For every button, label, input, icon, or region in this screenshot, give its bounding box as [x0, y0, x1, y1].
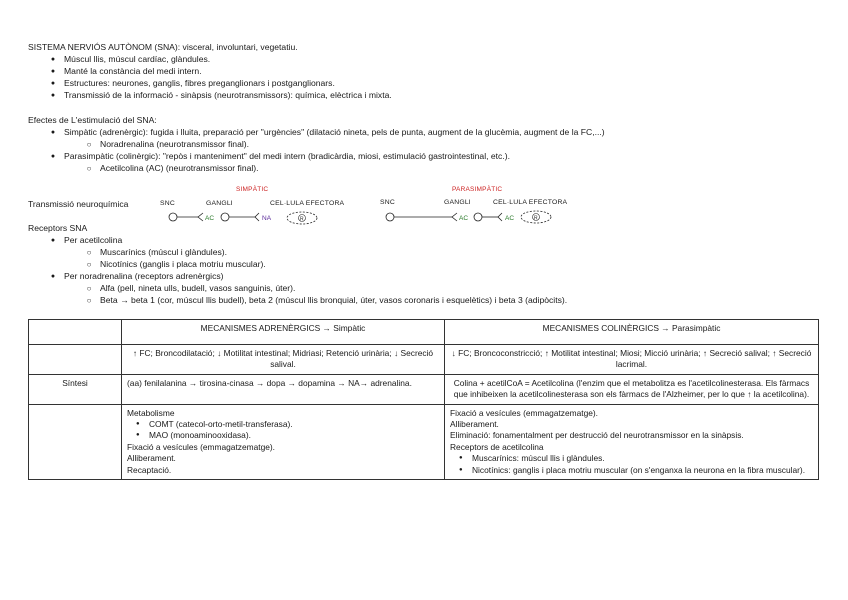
table-row: [29, 404, 819, 479]
circle-bullet-icon: ○: [86, 140, 92, 149]
section-heading: Efectes de L'estimulació del SNA:: [28, 115, 157, 125]
list-item: ● Transmissió de la informació - sinàpsis (neurotransmissors): química, elèctrica i mixta.: [64, 90, 392, 101]
list-item: ○ Muscarínics (múscul i glàndules).: [100, 247, 227, 258]
diagram-cell-label: CEL·LULA EFECTORA: [493, 199, 568, 206]
list-item: ● Múscul llis, múscul cardíac, glàndules.: [64, 54, 210, 65]
process-adrenergic: Metabolisme ● COMT (catecol-orto-metil-transferasa). ● MAO (monoaminooxidasa). Fixació a vesícules (emmagatzematge). Alliberament. Recaptació.: [122, 404, 445, 479]
neurotransmission-diagram: [160, 205, 580, 229]
effects-cholinergic: ↓ FC; Broncoconstricció; ↑ Motilitat intestinal; Miosi; Micció urinària; ↑ Secreció salival; ↑ Secreció lacrimal.: [445, 345, 819, 375]
list-item: ● COMT (catecol-orto-metil-transferasa).: [149, 419, 439, 430]
neuron-body-icon: [169, 213, 177, 221]
section-heading: Receptors SNA: [28, 223, 88, 233]
synapse-icon: [255, 213, 259, 221]
bullet-icon: ●: [50, 68, 56, 75]
circle-bullet-icon: ○: [86, 248, 92, 257]
parasimpatic-chain: [386, 211, 551, 223]
circle-bullet-icon: ○: [86, 260, 92, 269]
bullet-icon: ●: [50, 153, 56, 160]
synapse-icon: [452, 213, 457, 221]
neuron-body-icon: [221, 213, 229, 221]
diagram-gangli-label: GANGLI: [206, 200, 233, 207]
table-header-row: [29, 320, 819, 345]
effects-adrenergic: ↑ FC; Broncodilatació; ↓ Motilitat intestinal; Midriasi; Retenció urinària; ↓ Secreció salival.: [122, 345, 445, 375]
table-row: [29, 345, 819, 375]
synthesis-label: Síntesi: [29, 374, 122, 404]
synthesis-adrenergic: (aa) fenilalanina → tirosina-cinasa → dopa → dopamina → NA→ adrenalina.: [122, 374, 445, 404]
process-cholinergic: Fixació a vesícules (emmagatzematge). Alliberament. Eliminació: fonamentalment per destrucció del neurotransmissor en la sinàpsis. Receptors de acetilcolina ● Muscarínics: múscul llis i glàndules. ● Nicotínics: ganglis i placa motriu muscular (on s'enganxa la neurona en la fibra muscular).: [445, 404, 819, 479]
list-item: ○ Acetilcolina (AC) (neurotransmissor final).: [100, 163, 259, 174]
list-item: ● Nicotínics: ganglis i placa motriu muscular (on s'enganxa la neurona en la fibra muscular).: [472, 465, 813, 476]
page-title: SISTEMA NERVIÓS AUTÒNOM (SNA): visceral, involuntari, vegetatiu.: [28, 42, 298, 52]
synthesis-cholinergic: Colina + acetilCoA = Acetilcolina (l'enzim que el metabolitza es l'acetilcolinesterasa. Els fàrmacs que inhibeixen la acetilcolinesterasa son els fàrmacs de l'Alzheimer, per lo que ↑ la acetilcolina).: [445, 374, 819, 404]
list-item: ● Manté la constància del medi intern.: [64, 66, 202, 77]
circle-bullet-icon: ○: [86, 284, 92, 293]
diagram-gangli-label: GANGLI: [444, 199, 471, 206]
list-item: ● Simpàtic (adrenèrgic): fugida i lluita, preparació per "urgències" (dilatació nineta, pels de punta, augment de la glucèmia, augment de la FC,...): [64, 127, 605, 138]
receptor-label: R: [300, 216, 304, 223]
list-item: ● MAO (monoaminooxidasa).: [149, 430, 439, 441]
bullet-icon: ●: [50, 80, 56, 87]
table-cell: [29, 345, 122, 375]
list-item: ● Muscarínics: múscul llis i glàndules.: [472, 453, 813, 464]
ac-label: AC: [205, 215, 215, 222]
table-cell: [29, 404, 122, 479]
bullet-icon: ●: [50, 237, 56, 244]
diagram-label: Transmissió neuroquímica: [28, 199, 129, 209]
na-label: NA: [262, 215, 272, 222]
list-item: ● Estructures: neurones, ganglis, fibres preganglionars i postganglionars.: [64, 78, 335, 89]
neuron-body-icon: [474, 213, 482, 221]
synapse-icon: [498, 213, 502, 221]
bullet-icon: ●: [50, 56, 56, 63]
mechanisms-table: [28, 319, 819, 480]
diagram-cell-label: CEL·LULA EFECTORA: [270, 200, 345, 207]
table-row: [29, 374, 819, 404]
header-adrenergic: MECANISMES ADRENÈRGICS → Simpàtic: [122, 320, 445, 345]
list-item: ● Per acetilcolina: [64, 235, 122, 246]
ac-label: AC: [459, 215, 469, 222]
list-item: ○ Beta → beta 1 (cor, múscul llis budell), beta 2 (múscul llis bronquial, úter, vasos coronaris i esquelètics) i beta 3 (adipòcits).: [100, 295, 567, 306]
header-cholinergic: MECANISMES COLINÈRGICS → Parasimpàtic: [445, 320, 819, 345]
simpatic-chain: [169, 212, 317, 224]
list-item: ○ Alfa (pell, nineta ulls, budell, vasos sanguinis, úter).: [100, 283, 295, 294]
synapse-icon: [198, 213, 203, 221]
diagram-simpatic-title: SIMPÀTIC: [236, 186, 269, 193]
ac-label: AC: [505, 215, 515, 222]
list-item: ○ Noradrenalina (neurotransmissor final).: [100, 139, 249, 150]
list-item: ○ Nicotínics (ganglis i placa motriu muscular).: [100, 259, 266, 270]
circle-bullet-icon: ○: [86, 296, 92, 305]
circle-bullet-icon: ○: [86, 164, 92, 173]
list-item: ● Per noradrenalina (receptors adrenèrgics): [64, 271, 224, 282]
bullet-icon: ●: [50, 92, 56, 99]
bullet-icon: ●: [50, 129, 56, 136]
diagram-snc-label: SNC: [380, 199, 395, 206]
diagram-parasimpatic-title: PARASIMPÀTIC: [452, 186, 503, 193]
receptor-label: R: [534, 215, 538, 222]
list-item: ● Parasimpàtic (colinèrgic): "repòs i manteniment" del medi intern (bradicàrdia, miosi, estimulació gastrointestinal, etc.).: [64, 151, 510, 162]
diagram-snc-label: SNC: [160, 200, 175, 207]
table-cell: [29, 320, 122, 345]
bullet-icon: ●: [50, 273, 56, 280]
neuron-body-icon: [386, 213, 394, 221]
